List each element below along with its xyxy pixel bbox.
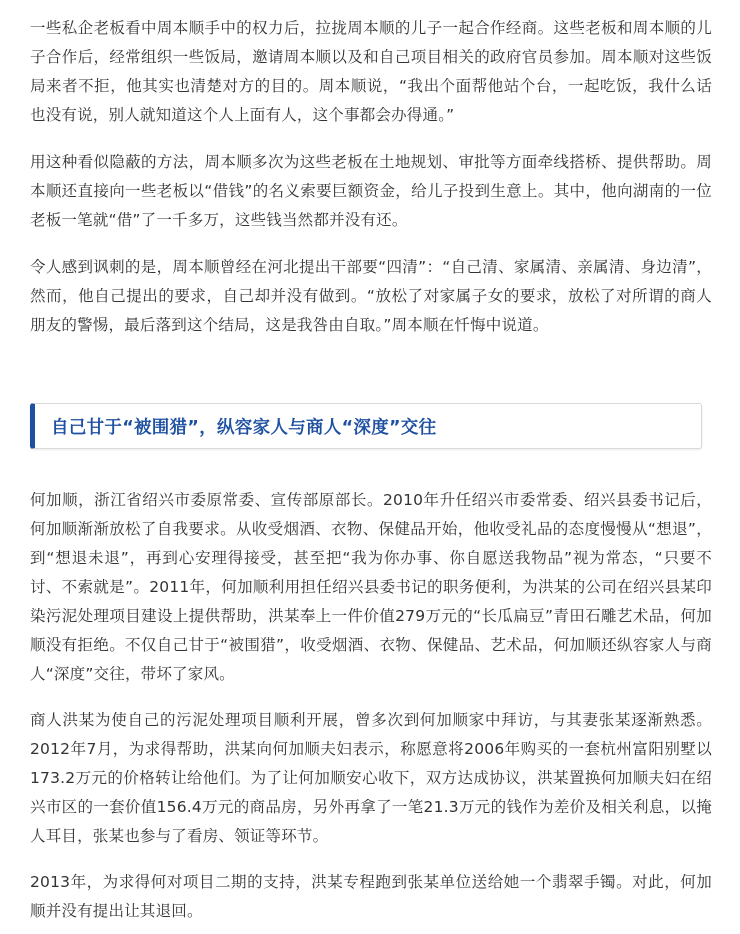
section-heading: 自己甘于“被围猎”，纵容家人与商人“深度”交往 bbox=[51, 417, 437, 438]
article-paragraph: 商人洪某为使自己的污泥处理项目顺利开展，曾多次到何加顺家中拜访，与其妻张某逐渐熟悉。2012年7月，为求得帮助，洪某向何加顺夫妇表示，称愿意将2006年购买的一套杭州富阳别墅以173.2万元的价格转让给他们。为了让何加顺安心收下，双方达成协议，洪某置换何加顺夫妇在绍兴市区的一套价值156.4万元的商品房，另外再拿了一笔21.3万元的钱作为差价及相关利息，以掩人耳目，张某也参与了看房、领证等环节。 bbox=[30, 711, 712, 845]
section-heading-box bbox=[30, 403, 702, 449]
article-paragraph: 何加顺，浙江省绍兴市委原常委、宣传部原部长。2010年升任绍兴市委常委、绍兴县委书记后，何加顺渐渐放松了自我要求。从收受烟酒、衣物、保健品开始，他收受礼品的态度慢慢从“想退”，到“想退未退”，再到心安理得接受，甚至把“我为你办事、你自愿送我物品”视为常态，“只要不讨、不索就是”。2011年，何加顺利用担任绍兴县委书记的职务便利，为洪某的公司在绍兴县某印染污泥处理项目建设上提供帮助，洪某奉上一件价值279万元的“长瓜扁豆”青田石雕艺术品，何加顺没有拒绝。不仅自己甘于“被围猎”，收受烟酒、衣物、保健品、艺术品，何加顺还纵容家人与商人“深度”交往，带坏了家风。 bbox=[30, 491, 712, 683]
article-paragraph: 2013年，为求得何对项目二期的支持，洪某专程跑到张某单位送给她一个翡翠手镯。对此，何加顺并没有提出让其退回。 bbox=[30, 873, 712, 920]
article-paragraph: 一些私企老板看中周本顺手中的权力后，拉拢周本顺的儿子一起合作经商。这些老板和周本顺的儿子合作后，经常组织一些饭局，邀请周本顺以及和自己项目相关的政府官员参加。周本顺对这些饭局来者不拒，他其实也清楚对方的目的。周本顺说，“我出个面帮他站个台，一起吃饭，我什么话也没有说，别人就知道这个人上面有人，这个事都会办得通。” bbox=[30, 19, 712, 124]
article-paragraph: 令人感到讽刺的是，周本顺曾经在河北提出干部要“四清”：“自己清、家属清、亲属清、身边清”，然而，他自己提出的要求，自己却并没有做到。“放松了对家属子女的要求，放松了对所谓的商人朋友的警惕，最后落到这个结局，这是我咎由自取。”周本顺在忏悔中说道。 bbox=[30, 258, 712, 334]
article-paragraph: 用这种看似隐蔽的方法，周本顺多次为这些老板在土地规划、审批等方面牵线搭桥、提供帮助。周本顺还直接向一些老板以“借钱”的名义索要巨额资金，给儿子投到生意上。其中，他向湖南的一位老板一笔就“借”了一千多万，这些钱当然都并没有还。 bbox=[30, 153, 712, 229]
